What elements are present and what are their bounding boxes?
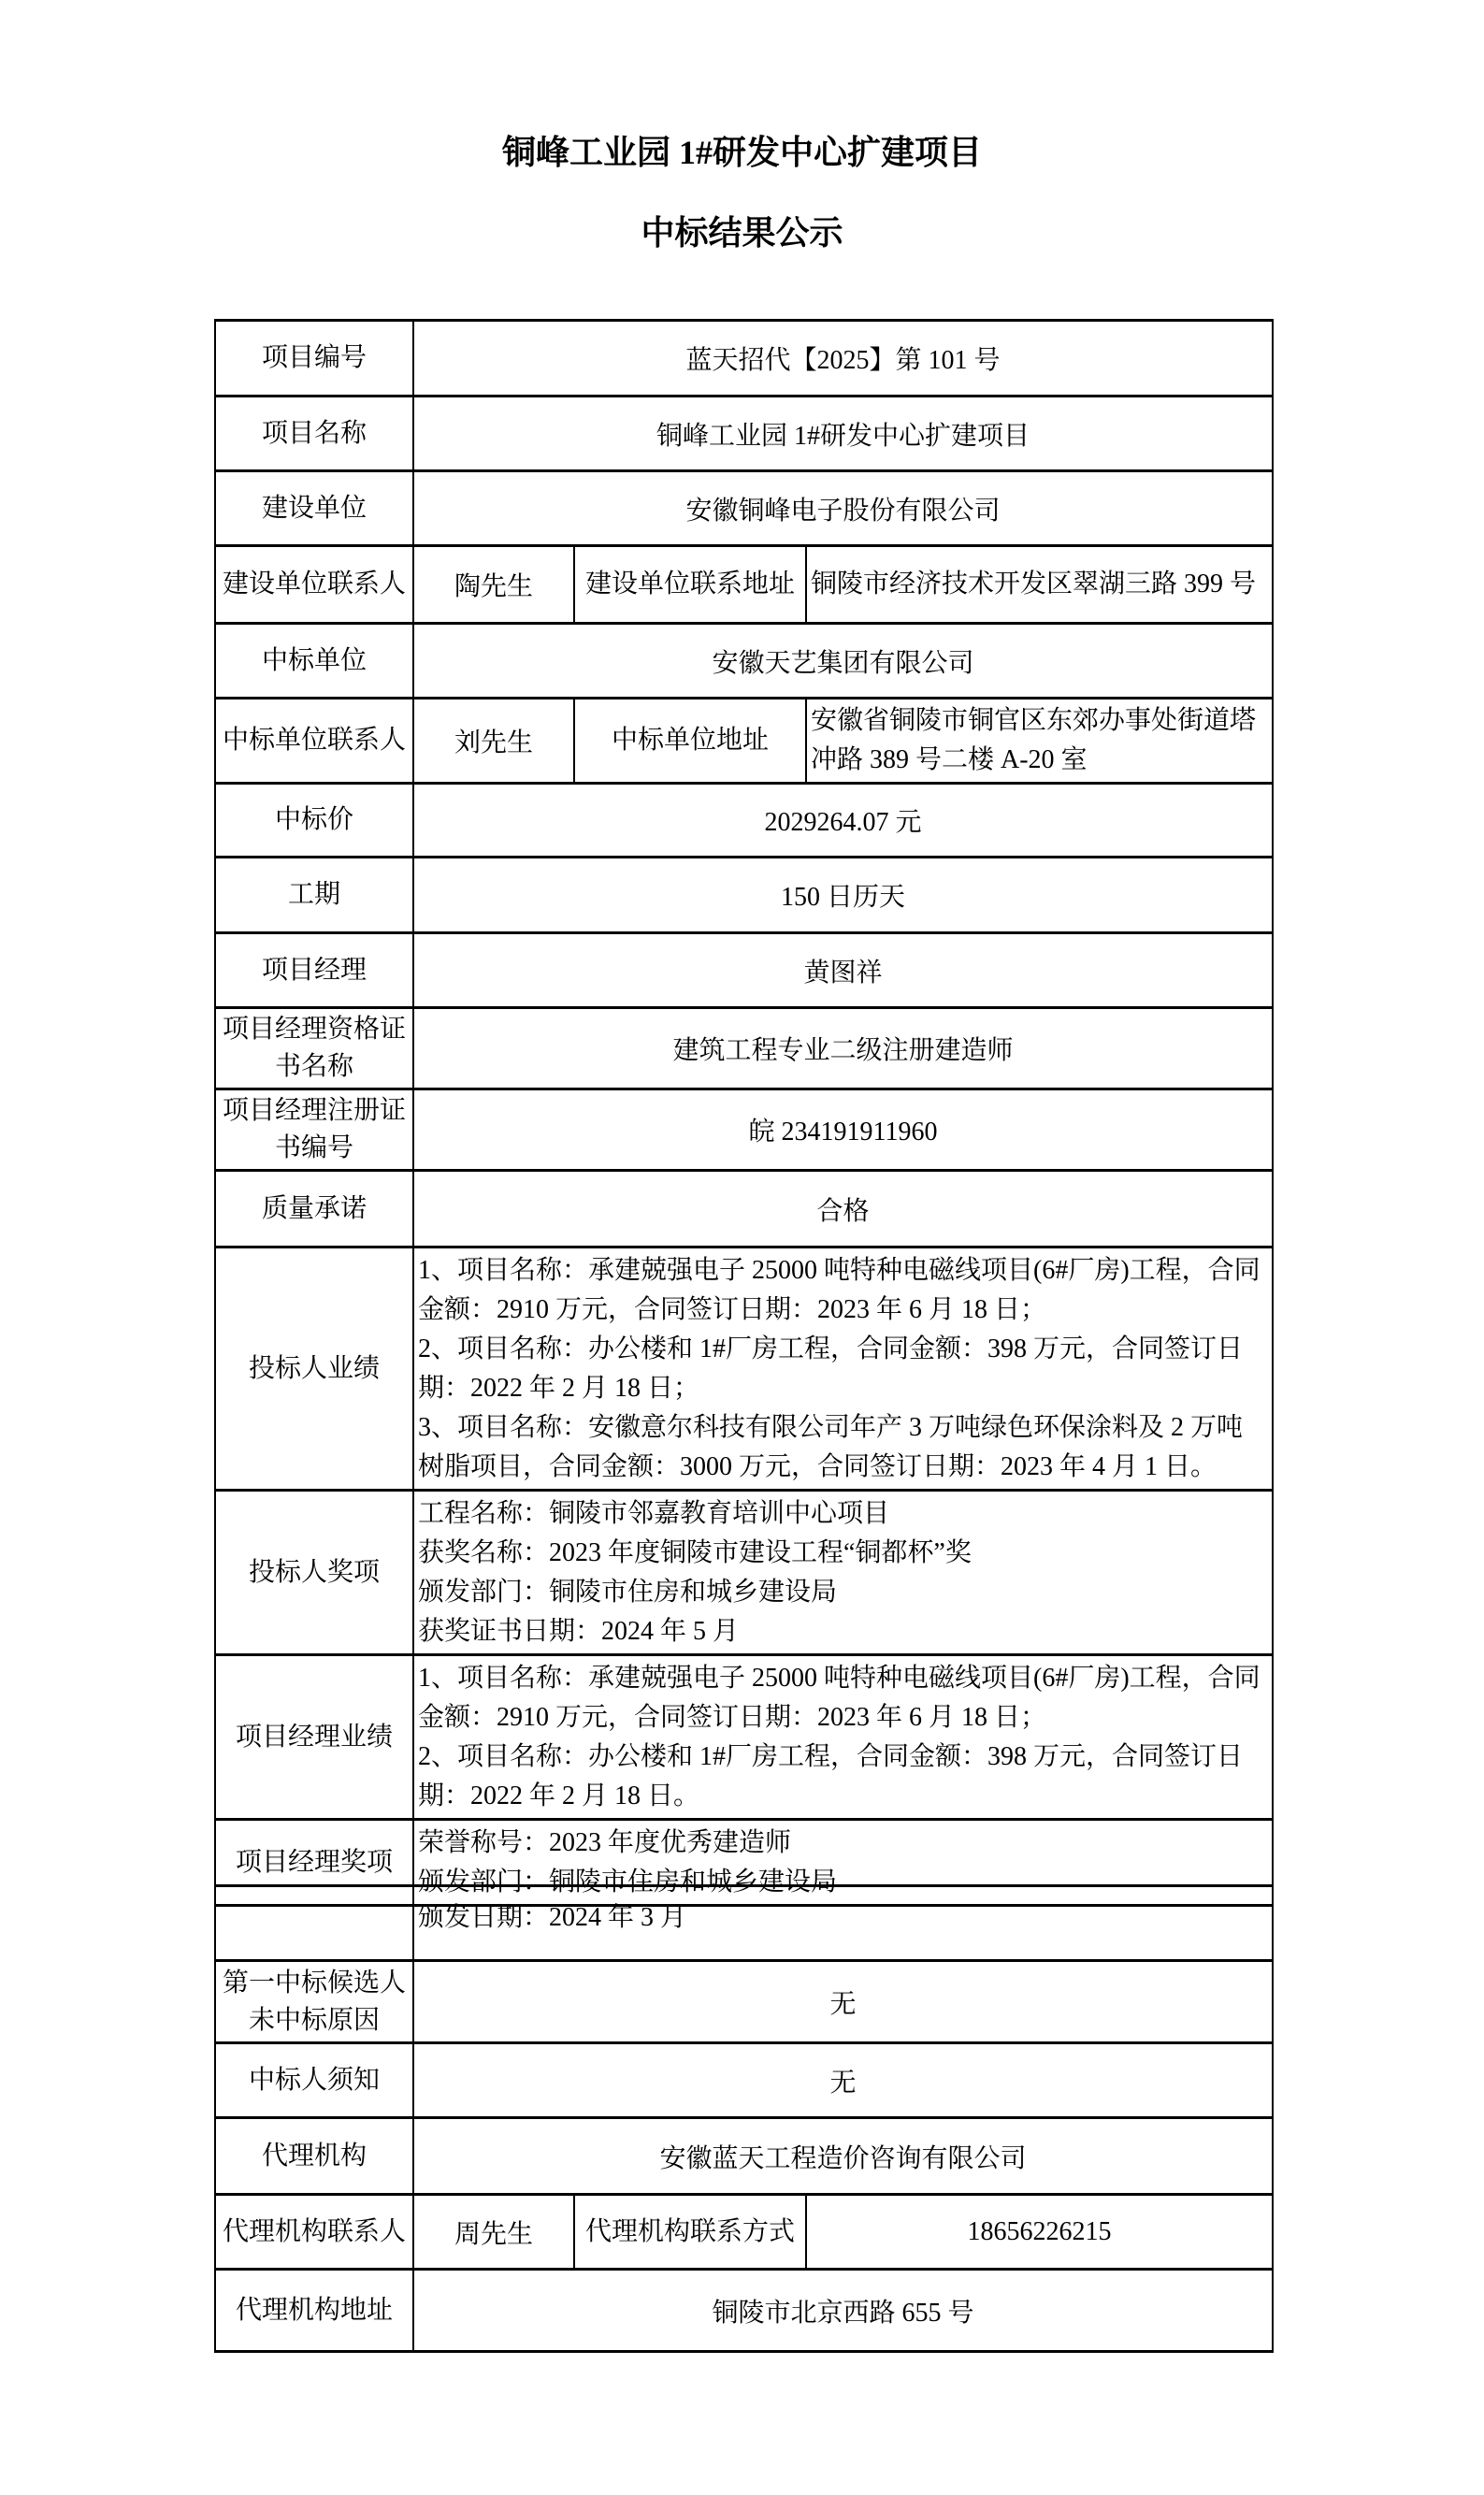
row-bidder-performance [215, 1248, 1273, 1491]
owner-addr-label: 建设单位联系地址 [574, 546, 806, 624]
manager-label: 项目经理 [215, 933, 413, 1008]
project-no-value: 蓝天招代【2025】第 101 号 [413, 321, 1273, 397]
row-award-date-continuation [215, 1886, 1273, 1961]
bidder-awards-label: 投标人奖项 [215, 1491, 413, 1655]
row-winner-notice [215, 2043, 1273, 2118]
agency-label: 代理机构 [215, 2118, 413, 2195]
agency-value: 安徽蓝天工程造价咨询有限公司 [413, 2118, 1273, 2195]
row-no-award-reason [215, 1961, 1273, 2043]
bidder-awards-item: 获奖证书日期：2024 年 5 月 [418, 1617, 740, 1646]
winner-addr-label: 中标单位地址 [574, 699, 806, 784]
quality-label: 质量承诺 [215, 1171, 413, 1248]
row-project-name [215, 397, 1273, 471]
bidder-performance-item: 1、项目名称：承建兢强电子 25000 吨特种电磁线项目(6#厂房)工程，合同金额：2910 万元，合同签订日期：2023 年 6 月 18 日； [418, 1256, 1261, 1324]
manager-performance-value [413, 1655, 1273, 1820]
bidder-performance-item: 3、项目名称：安徽意尔科技有限公司年产 3 万吨绿色环保涂料及 2 万吨树脂项目，合同金额：3000 万元，合同签订日期：2023 年 4 月 1 日。 [418, 1413, 1244, 1481]
winner-label: 中标单位 [215, 624, 413, 699]
bid-result-table-continued [214, 1884, 1274, 2353]
manager-cert-no-label: 项目经理注册证书编号 [215, 1089, 413, 1171]
owner-addr-value: 铜陵市经济技术开发区翠湖三路 399 号 [806, 546, 1273, 624]
row-price [215, 784, 1273, 858]
row-project-no [215, 321, 1273, 397]
bid-result-table-main [214, 319, 1274, 1907]
bidder-awards-item: 颁发部门：铜陵市住房和城乡建设局 [418, 1578, 838, 1607]
bidder-performance-value [413, 1248, 1273, 1491]
manager-performance-item: 2、项目名称：办公楼和 1#厂房工程，合同金额：398 万元，合同签订日期：2022 年 2 月 18 日。 [418, 1742, 1244, 1810]
winner-value: 安徽天艺集团有限公司 [413, 624, 1273, 699]
award-date-empty-label [215, 1886, 413, 1961]
row-agency [215, 2118, 1273, 2195]
manager-cert-name-value: 建筑工程专业二级注册建造师 [413, 1008, 1273, 1089]
agency-addr-value: 铜陵市北京西路 655 号 [413, 2270, 1273, 2352]
manager-awards-item: 荣誉称号：2023 年度优秀建造师 [418, 1828, 792, 1857]
row-manager-performance [215, 1655, 1273, 1820]
row-manager [215, 933, 1273, 1008]
manager-cert-name-label: 项目经理资格证书名称 [215, 1008, 413, 1089]
row-winner [215, 624, 1273, 699]
no-award-reason-value: 无 [413, 1961, 1273, 2043]
owner-contact-person: 陶先生 [413, 546, 574, 624]
manager-performance-item: 1、项目名称：承建兢强电子 25000 吨特种电磁线项目(6#厂房)工程，合同金额：2910 万元，合同签订日期：2023 年 6 月 18 日； [418, 1664, 1261, 1732]
project-name-value: 铜峰工业园 1#研发中心扩建项目 [413, 397, 1273, 471]
agency-phone-value: 18656226215 [806, 2195, 1273, 2270]
doc-title: 铜峰工业园 1#研发中心扩建项目 [501, 134, 982, 171]
row-agency-contact [215, 2195, 1273, 2270]
row-winner-contact [215, 699, 1273, 784]
doc-subtitle: 中标结果公示 [641, 214, 843, 252]
project-no-label: 项目编号 [215, 321, 413, 397]
duration-label: 工期 [215, 858, 413, 933]
bidder-performance-item: 2、项目名称：办公楼和 1#厂房工程，合同金额：398 万元，合同签订日期：2022 年 2 月 18 日； [418, 1334, 1244, 1403]
manager-performance-label: 项目经理业绩 [215, 1655, 413, 1820]
winner-notice-label: 中标人须知 [215, 2043, 413, 2118]
owner-value: 安徽铜峰电子股份有限公司 [413, 471, 1273, 546]
winner-notice-value: 无 [413, 2043, 1273, 2118]
bidder-awards-item: 工程名称：铜陵市邻嘉教育培训中心项目 [418, 1499, 890, 1528]
winner-contact-person: 刘先生 [413, 699, 574, 784]
row-quality [215, 1171, 1273, 1248]
row-bidder-awards [215, 1491, 1273, 1655]
no-award-reason-label: 第一中标候选人未中标原因 [215, 1961, 413, 2043]
row-manager-cert-name [215, 1008, 1273, 1089]
row-owner-contact [215, 546, 1273, 624]
agency-phone-label: 代理机构联系方式 [574, 2195, 806, 2270]
row-manager-cert-no [215, 1089, 1273, 1171]
quality-value: 合格 [413, 1171, 1273, 1248]
manager-awards-label: 项目经理奖项 [215, 1820, 413, 1906]
project-name-label: 项目名称 [215, 397, 413, 471]
row-owner [215, 471, 1273, 546]
manager-value: 黄图祥 [413, 933, 1273, 1008]
winner-addr-value: 安徽省铜陵市铜官区东郊办事处街道塔冲路 389 号二楼 A-20 室 [806, 699, 1273, 784]
price-value: 2029264.07 元 [413, 784, 1273, 858]
row-agency-addr [215, 2270, 1273, 2352]
agency-addr-label: 代理机构地址 [215, 2270, 413, 2352]
award-date-value: 颁发日期：2024 年 3 月 [413, 1886, 1273, 1961]
bidder-performance-label: 投标人业绩 [215, 1248, 413, 1491]
manager-cert-no-value: 皖 234191911960 [413, 1089, 1273, 1171]
agency-contact-person: 周先生 [413, 2195, 574, 2270]
bidder-awards-value [413, 1491, 1273, 1655]
bidder-awards-item: 获奖名称：2023 年度铜陵市建设工程“铜都杯”奖 [418, 1538, 972, 1567]
price-label: 中标价 [215, 784, 413, 858]
agency-contact-label: 代理机构联系人 [215, 2195, 413, 2270]
manager-awards-item: 颁发部门：铜陵市住房和城乡建设局 [418, 1868, 838, 1896]
winner-contact-label: 中标单位联系人 [215, 699, 413, 784]
duration-value: 150 日历天 [413, 858, 1273, 933]
row-duration [215, 858, 1273, 933]
owner-contact-label: 建设单位联系人 [215, 546, 413, 624]
owner-label: 建设单位 [215, 471, 413, 546]
